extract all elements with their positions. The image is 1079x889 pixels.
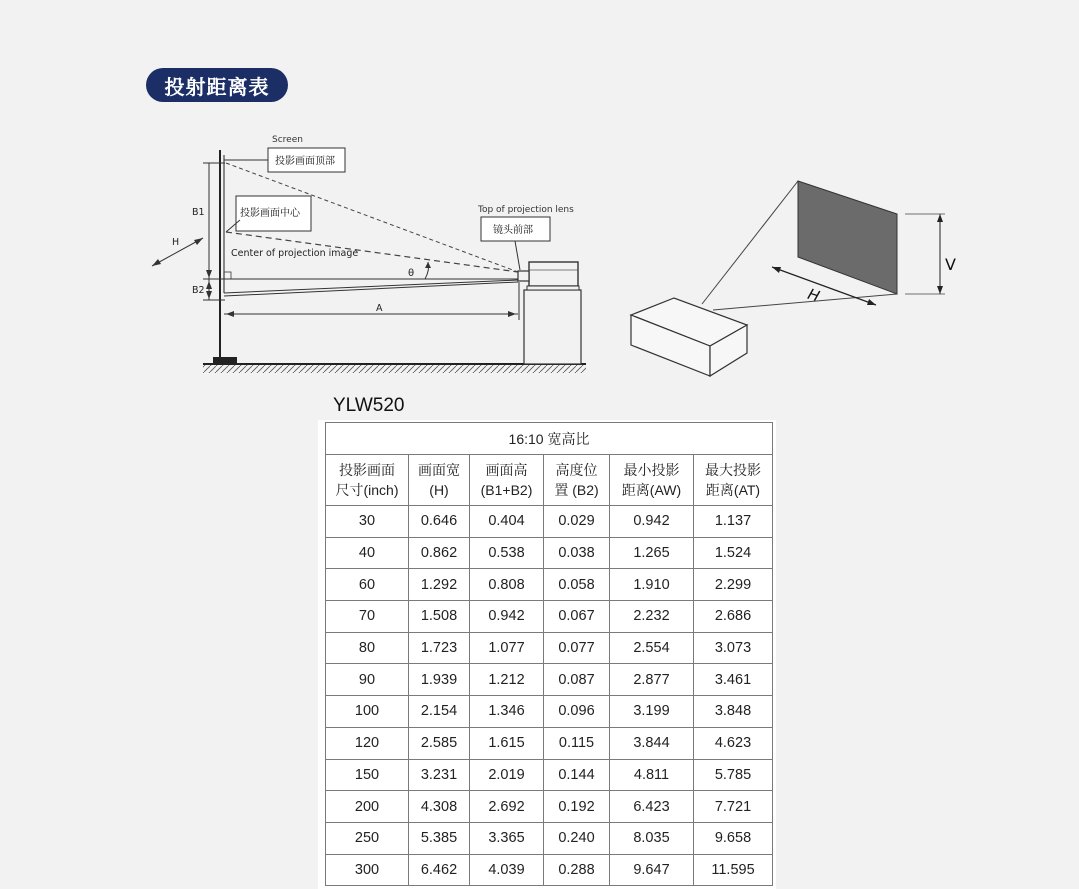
table-cell: 0.144: [544, 759, 610, 791]
table-cell: 40: [326, 537, 409, 569]
projected-screen: [798, 181, 897, 294]
table-cell: 2.686: [694, 601, 773, 633]
table-cell: 1.346: [470, 696, 544, 728]
table-cell: 7.721: [694, 791, 773, 823]
table-cell: 3.844: [610, 727, 694, 759]
table-cell: 0.942: [610, 506, 694, 538]
projector-lens: [518, 271, 529, 281]
table-cell: 6.423: [610, 791, 694, 823]
table-cell: 2.692: [470, 791, 544, 823]
table-row: [326, 537, 773, 569]
table-cell: 1.077: [470, 632, 544, 664]
table-cell: 0.058: [544, 569, 610, 601]
table-cell: 9.658: [694, 822, 773, 854]
table-cell: 0.067: [544, 601, 610, 633]
perspective-v-label: V: [945, 255, 956, 274]
column-header: [694, 455, 773, 506]
table-cell: 250: [326, 822, 409, 854]
table-cell: 0.029: [544, 506, 610, 538]
table-cell: 2.554: [610, 632, 694, 664]
table-row: [326, 791, 773, 823]
table-cell: 2.877: [610, 664, 694, 696]
section-title: 投射距离表: [146, 68, 288, 102]
table-cell: 4.811: [610, 759, 694, 791]
table-cell: 3.199: [610, 696, 694, 728]
table-cell: 1.615: [470, 727, 544, 759]
column-header-line: 距离(AT): [705, 482, 761, 498]
table-cell: 1.939: [409, 664, 470, 696]
table-row: [326, 822, 773, 854]
table-cell: 300: [326, 854, 409, 886]
table-caption: 16:10 宽高比: [326, 423, 773, 455]
table-cell: 0.288: [544, 854, 610, 886]
column-header-line: 距离(AW): [621, 482, 682, 498]
table-row: [326, 727, 773, 759]
throw-distance-table: [325, 422, 773, 886]
table-cell: 0.240: [544, 822, 610, 854]
table-cell: 4.623: [694, 727, 773, 759]
a-label: A: [376, 303, 383, 314]
perspective-h-label: H: [805, 284, 822, 306]
table-cell: 1.265: [610, 537, 694, 569]
table-cell: 70: [326, 601, 409, 633]
column-header-line: (B1+B2): [480, 482, 533, 498]
screen-base: [213, 357, 237, 364]
column-header: [409, 455, 470, 506]
model-title: YLW520: [333, 395, 405, 416]
column-header-line: 最小投影: [623, 462, 680, 478]
table-row: [326, 759, 773, 791]
table-cell: 0.862: [409, 537, 470, 569]
column-header-line: 高度位: [555, 462, 598, 478]
table-row: [326, 601, 773, 633]
screen-label: Screen: [272, 135, 303, 145]
column-header: [326, 455, 409, 506]
table-cell: 1.137: [694, 506, 773, 538]
table-header-row: [326, 455, 773, 506]
column-header-line: 置 (B2): [554, 482, 599, 498]
table-cell: 2.154: [409, 696, 470, 728]
table-cell: 3.231: [409, 759, 470, 791]
table-cell: 2.232: [610, 601, 694, 633]
table-cell: 0.038: [544, 537, 610, 569]
table-cell: 2.299: [694, 569, 773, 601]
table-cell: 0.538: [470, 537, 544, 569]
h-label: H: [172, 237, 180, 248]
table-cell: 2.019: [470, 759, 544, 791]
table-cell: 1.508: [409, 601, 470, 633]
table-cell: 3.073: [694, 632, 773, 664]
column-header-line: (H): [429, 482, 449, 498]
table-cell: 1.292: [409, 569, 470, 601]
table-cell: 6.462: [409, 854, 470, 886]
b1-label: B1: [192, 207, 205, 218]
table-cell: 60: [326, 569, 409, 601]
table-row: [326, 664, 773, 696]
projector-stand: [524, 290, 581, 364]
table-cell: 30: [326, 506, 409, 538]
table-cell: 3.848: [694, 696, 773, 728]
column-header: [544, 455, 610, 506]
table-cell: 100: [326, 696, 409, 728]
top-of-image-label: 投影画面顶部: [275, 156, 335, 167]
table-cell: 0.077: [544, 632, 610, 664]
table-cell: 1.910: [610, 569, 694, 601]
floor-hatch: [203, 365, 586, 373]
table-cell: 3.461: [694, 664, 773, 696]
table-cell: 4.039: [470, 854, 544, 886]
projector-body: [529, 262, 578, 286]
ray-bottom: [224, 280, 518, 293]
b2-label: B2: [192, 285, 205, 296]
table-body: [326, 506, 773, 886]
table-cell: 3.365: [470, 822, 544, 854]
table-cell: 0.942: [470, 601, 544, 633]
table-cell: 1.524: [694, 537, 773, 569]
table-row: [326, 569, 773, 601]
table-row: [326, 632, 773, 664]
throw-distance-table-container: [318, 420, 776, 889]
table-cell: 1.723: [409, 632, 470, 664]
column-header-line: 画面高: [485, 462, 528, 478]
column-header: [470, 455, 544, 506]
table-cell: 120: [326, 727, 409, 759]
table-cell: 1.212: [470, 664, 544, 696]
table-cell: 5.385: [409, 822, 470, 854]
projection-diagrams: [0, 0, 1079, 400]
table-cell: 4.308: [409, 791, 470, 823]
table-cell: 11.595: [694, 854, 773, 886]
table-row: [326, 854, 773, 886]
table-cell: 8.035: [610, 822, 694, 854]
lens-label-cn: 镜头前部: [493, 225, 533, 236]
table-cell: 0.404: [470, 506, 544, 538]
center-label-en: Center of projection image: [231, 248, 359, 259]
table-cell: 0.808: [470, 569, 544, 601]
column-header-line: 尺寸(inch): [335, 482, 399, 498]
table-cell: 2.585: [409, 727, 470, 759]
table-cell: 0.087: [544, 664, 610, 696]
perspective-diagram: [631, 181, 956, 376]
table-cell: 0.096: [544, 696, 610, 728]
table-cell: 0.115: [544, 727, 610, 759]
table-cell: 5.785: [694, 759, 773, 791]
table-row: [326, 506, 773, 538]
column-header-line: 投影画面: [339, 462, 395, 478]
side-view-diagram: [152, 135, 586, 373]
table-cell: 9.647: [610, 854, 694, 886]
column-header-line: 最大投影: [705, 462, 761, 478]
table-cell: 0.646: [409, 506, 470, 538]
theta-label: θ: [408, 268, 415, 279]
table-cell: 80: [326, 632, 409, 664]
column-header-line: 画面宽: [418, 462, 460, 478]
center-label-cn: 投影画面中心: [240, 208, 300, 219]
table-cell: 150: [326, 759, 409, 791]
table-cell: 200: [326, 791, 409, 823]
table-cell: 0.192: [544, 791, 610, 823]
column-header: [610, 455, 694, 506]
table-cell: 90: [326, 664, 409, 696]
table-row: [326, 696, 773, 728]
lens-label-en: Top of projection lens: [478, 205, 574, 215]
